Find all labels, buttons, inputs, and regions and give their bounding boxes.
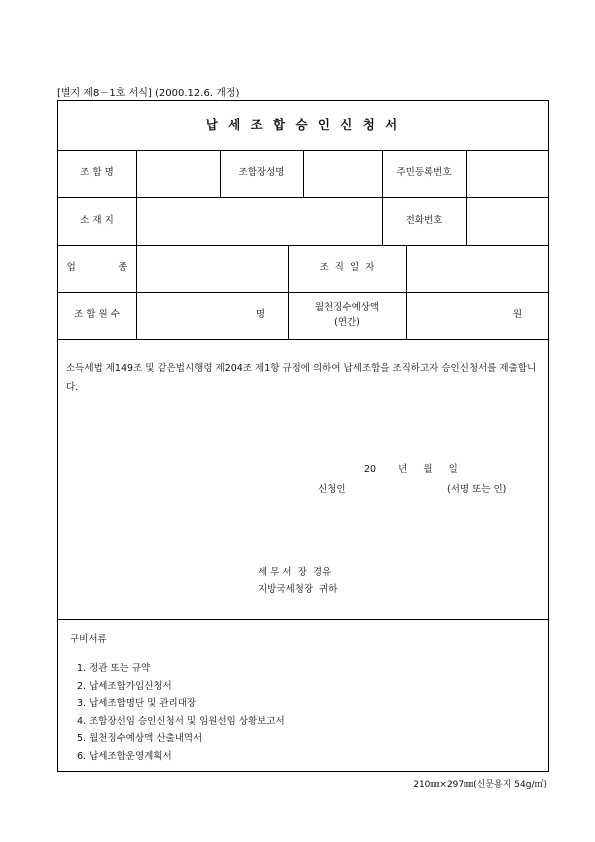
withholding-unit: 원 (512, 309, 522, 321)
application-statement: 소득세법 제149조 및 같은법시행령 제204조 제1항 규정에 의하여 납세조합을 조직하고자 승인신청서를 제출합니다. (66, 363, 537, 393)
recipient-tax-office: 세 무 서 장 경유 (258, 567, 332, 578)
union-leader-field[interactable] (304, 150, 382, 197)
date-year-unit: 년 (398, 464, 408, 475)
document-item: 2. 납세조합가입신청서 (77, 680, 172, 692)
withholding-label-line1: 월천징수예상액 (314, 302, 380, 314)
paper-spec-footer: 210㎜×297㎜(신문용지 54g/㎡) (413, 780, 547, 790)
founding-date-field[interactable] (407, 245, 548, 292)
withholding-field[interactable] (407, 292, 548, 339)
member-count-label: 조 합 원 수 (74, 309, 120, 321)
withholding-label (288, 292, 406, 339)
document-item: 4. 조합장선임 승인신청서 및 임원선임 상황보고서 (77, 715, 285, 727)
location-field[interactable] (137, 197, 382, 245)
document-item: 6. 납세조합운영계획서 (77, 750, 172, 762)
form-label: [별지 제8－1호 서식] (2000.12.6. 개정) (57, 88, 240, 99)
form-title: 납 세 조 합 승 인 신 청 서 (205, 117, 401, 133)
application-date (364, 461, 458, 475)
row-divider (58, 619, 548, 620)
document-item: 1. 정관 또는 규약 (77, 663, 151, 674)
founding-date-label: 조 직 일 자 (319, 262, 375, 274)
resident-id-field[interactable] (467, 150, 548, 197)
resident-id-label: 주민등록번호 (396, 167, 452, 179)
documents-list (77, 660, 285, 765)
application-form (57, 100, 549, 772)
union-name-label: 조 합 명 (80, 167, 114, 179)
signature-note: (서명 또는 인) (447, 484, 507, 495)
recipient-regional-office: 지방국세청장 귀하 (258, 584, 338, 595)
date-month-unit: 월 (423, 464, 433, 475)
applicant-label: 신청인 (318, 484, 346, 495)
phone-label: 전화번호 (405, 214, 443, 226)
date-day-unit: 일 (448, 464, 458, 475)
row-divider (58, 339, 548, 340)
union-name-field[interactable] (137, 150, 220, 197)
document-item: 5. 월천징수예상액 산출내역서 (77, 733, 203, 744)
documents-heading: 구비서류 (70, 634, 107, 645)
business-type-field[interactable] (137, 245, 288, 292)
document-item: 3. 납세조합명단 및 관리대장 (77, 698, 197, 709)
member-count-field[interactable] (137, 292, 288, 339)
date-year: 20 (364, 464, 377, 475)
withholding-label-line2: (연간) (334, 316, 360, 328)
business-type-label: 업 종 (66, 262, 128, 274)
phone-field[interactable] (467, 197, 548, 245)
location-label: 소 재 지 (80, 214, 114, 226)
union-leader-label: 조합장성명 (238, 167, 285, 179)
member-count-unit: 명 (255, 309, 265, 321)
